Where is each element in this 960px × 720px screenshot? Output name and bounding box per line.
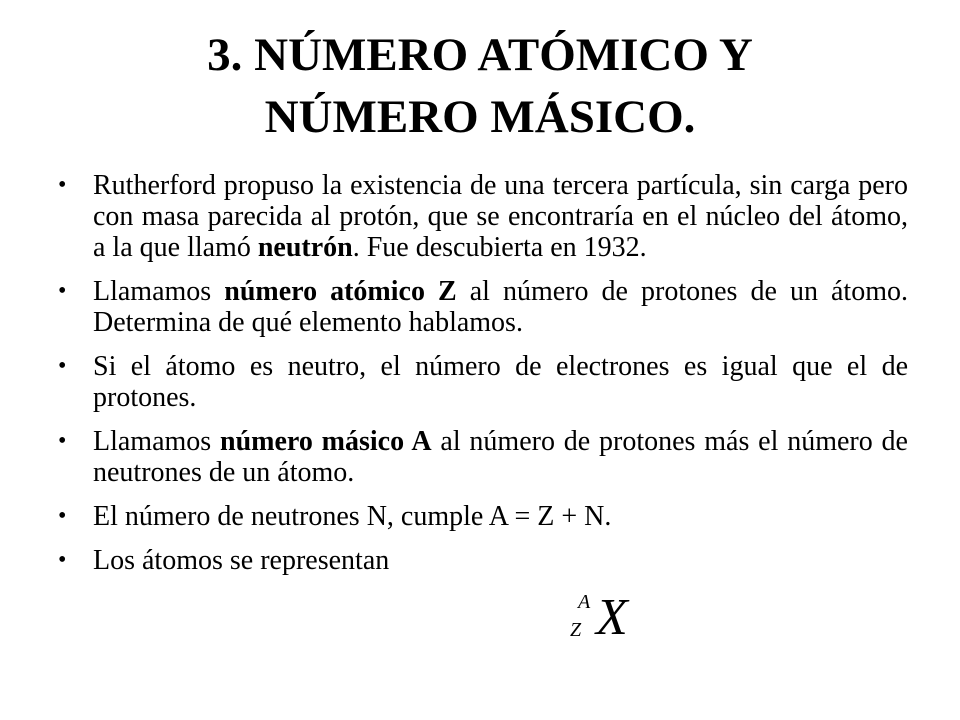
element-symbol: X bbox=[596, 589, 628, 646]
title-line-2: NÚMERO MÁSICO. bbox=[264, 91, 696, 143]
bullet-emphasis: número atómico Z bbox=[224, 276, 457, 307]
bullet-text: Llamamos bbox=[93, 426, 221, 457]
bullet-text: Rutherford propuso la existencia de una tercera partícula, sin carga pero con masa parecida al protón, que se encontraría en el núcleo del átomo, a la que llamó bbox=[93, 170, 908, 263]
bullet-dot: • bbox=[58, 503, 67, 529]
bullet-dot: • bbox=[58, 278, 67, 304]
slide-title bbox=[60, 24, 900, 148]
bullet-dot: • bbox=[58, 172, 67, 198]
bullet-neutron-formula bbox=[58, 501, 908, 532]
bullet-text: al número de protones de un átomo. Determina de qué elemento hablamos. bbox=[93, 276, 908, 338]
atomic-number-subscript: Z bbox=[570, 619, 582, 641]
bullet-text: Si el átomo es neutro, el número de electrones es igual que el de protones. bbox=[93, 351, 908, 413]
bullet-dot: • bbox=[58, 428, 67, 454]
bullet-text: Los átomos se representan bbox=[93, 545, 390, 576]
bullet-text: El número de neutrones N, cumple A = Z + N. bbox=[93, 501, 612, 532]
bullet-neutral-atom bbox=[58, 351, 908, 413]
bullet-dot: • bbox=[58, 547, 67, 573]
bullet-text: . Fue descubierta en 1932. bbox=[352, 232, 647, 263]
bullet-text: al número de protones más el número de neutrones de un átomo. bbox=[93, 426, 908, 488]
bullet-atomic-number bbox=[58, 276, 908, 338]
bullet-mass-number bbox=[58, 426, 908, 488]
nuclide-notation bbox=[568, 590, 648, 650]
title-line-1: 3. NÚMERO ATÓMICO Y bbox=[207, 29, 753, 81]
bullet-neutron bbox=[58, 170, 908, 263]
bullet-list bbox=[58, 170, 908, 589]
bullet-dot: • bbox=[58, 353, 67, 379]
mass-number-superscript: A bbox=[578, 591, 591, 613]
bullet-text: Llamamos bbox=[93, 276, 225, 307]
bullet-emphasis: neutrón bbox=[257, 232, 353, 263]
bullet-representation bbox=[58, 545, 908, 576]
bullet-emphasis: número másico A bbox=[220, 426, 432, 457]
